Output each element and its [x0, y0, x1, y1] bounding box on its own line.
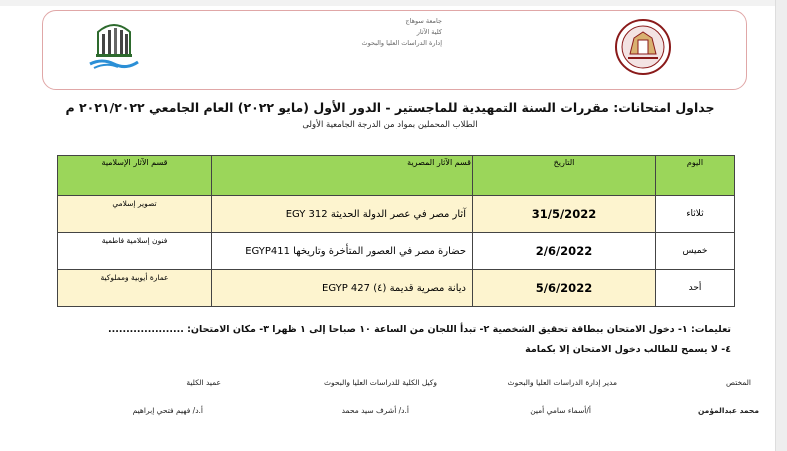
- cell-date: 5/6/2022: [473, 270, 656, 307]
- cell-day: ثلاثاء: [656, 196, 735, 233]
- signature-role-vice-dean: وكيل الكلية للدراسات العليا والبحوث: [323, 378, 437, 387]
- department-name: إدارة الدراسات العليا والبحوث: [361, 39, 442, 47]
- cell-egyptian-course: آثار مصر في عصر الدولة الحديثة EGY 312: [212, 196, 473, 233]
- instructions-line-1: تعليمات: ١- دخول الامتحان ببطاقة تحقيق الشخصية ٢- تبدأ اللجان من الساعة ١٠ صباحا إلى ١ ظهرا ٣- مكان الامتحان: .....................: [108, 324, 731, 335]
- signature-name-dean: أ.د/ فهيم فتحي إبراهيم: [132, 406, 203, 415]
- cell-date: 2/6/2022: [473, 233, 656, 270]
- signature-role-dean: عميد الكلية: [186, 378, 221, 387]
- cell-date: 31/5/2022: [473, 196, 656, 233]
- vertical-scrollbar[interactable]: [775, 0, 787, 451]
- signature-role-director: مدير إدارة الدراسات العليا والبحوث: [507, 378, 617, 387]
- university-name: جامعة سوهاج: [405, 17, 442, 25]
- header-date: التاريخ: [473, 156, 656, 196]
- faculty-name: كلية الآثار: [416, 28, 442, 36]
- document-title: جداول امتحانات: مقررات السنة التمهيدية للماجستير - الدور الأول (مايو ٢٠٢٢) العام الجامعي ٢٠٢١/٢٠٢٢ م: [65, 100, 715, 115]
- table-row: [58, 233, 735, 270]
- cell-islamic-course: عمارة أيوبية ومملوكية: [58, 270, 212, 307]
- window-top-strip: [0, 0, 787, 6]
- header-day: اليوم: [656, 156, 735, 196]
- signature-name-specialist: محمد عبدالمؤمن: [697, 406, 759, 415]
- table-row: [58, 270, 735, 307]
- document-subtitle: الطلاب المحملين بمواد من الدرجة الجامعية الأولى: [302, 120, 478, 130]
- exam-schedule-table: [57, 155, 735, 307]
- table-header-row: [58, 156, 735, 196]
- instructions-line-2: ٤- لا يسمح للطالب دخول الامتحان إلا بكمامة: [525, 344, 731, 355]
- cell-egyptian-course: حضارة مصر في العصور المتأخرة وتاريخها EGYP411: [212, 233, 473, 270]
- cell-islamic-course: فنون إسلامية فاطمية: [58, 233, 212, 270]
- cell-egyptian-course: ديانة مصرية قديمة (٤) EGYP 427: [212, 270, 473, 307]
- cell-islamic-course: تصوير إسلامي: [58, 196, 212, 233]
- cell-day: خميس: [656, 233, 735, 270]
- header-islamic: قسم الآثار الإسلامية: [58, 156, 212, 196]
- signature-name-vice-dean: أ.د/ أشرف سيد محمد: [341, 406, 409, 415]
- table-row: [58, 196, 735, 233]
- letterhead-text: [330, 16, 442, 49]
- university-seal-icon: [612, 18, 674, 76]
- cell-day: أحد: [656, 270, 735, 307]
- signature-role-specialist: المختص: [726, 378, 751, 387]
- faculty-logo-icon: [84, 14, 144, 70]
- signature-name-director: أ/أسماء سامي أمين: [530, 406, 591, 415]
- header-egyptian: قسم الآثار المصرية: [212, 156, 473, 196]
